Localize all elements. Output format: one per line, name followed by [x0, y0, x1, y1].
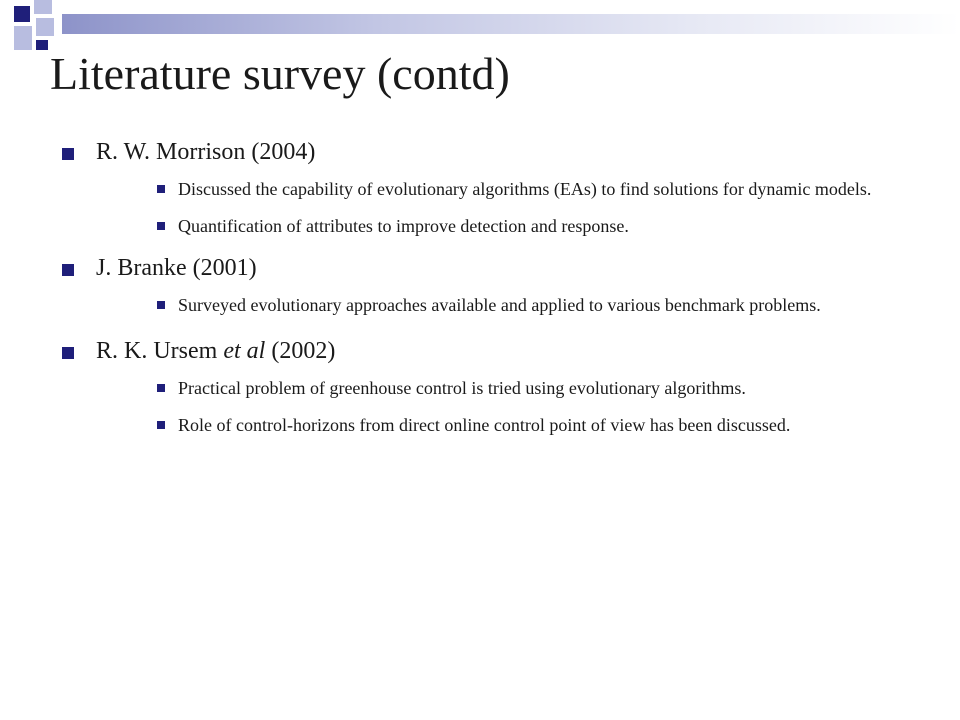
square-bullet-icon [157, 384, 165, 392]
section-author [62, 335, 902, 367]
author-name: R. K. Ursem [96, 338, 218, 364]
square-bullet-icon [157, 421, 165, 429]
square-bullet-icon [157, 301, 165, 309]
section-point [157, 213, 898, 240]
point-text: Surveyed evolutionary approaches available and applied to various benchmark problems. [178, 295, 821, 315]
author-label: J. Branke (2001) [96, 255, 257, 281]
square-bullet-icon [62, 347, 74, 359]
point-text: Discussed the capability of evolutionary algorithms (EAs) to find solutions for dynamic models. [178, 179, 872, 199]
corner-square-dark-icon [14, 6, 30, 22]
square-bullet-icon [62, 148, 74, 160]
corner-square-dark-icon [36, 40, 48, 50]
header-gradient-band [62, 14, 960, 34]
square-bullet-icon [157, 222, 165, 230]
point-text: Practical problem of greenhouse control is tried using evolutionary algorithms. [178, 378, 746, 398]
point-text: Role of control-horizons from direct online control point of view has been discussed. [178, 415, 791, 435]
section-author [62, 252, 902, 284]
corner-square-light-icon [34, 0, 52, 14]
square-bullet-icon [62, 264, 74, 276]
author-label: R. W. Morrison (2004) [96, 139, 316, 165]
corner-square-light-icon [36, 18, 54, 36]
slide-content [62, 136, 902, 449]
section-point [157, 375, 898, 402]
square-bullet-icon [157, 185, 165, 193]
point-text: Quantification of attributes to improve detection and response. [178, 216, 629, 236]
author-year: (2002) [271, 338, 336, 364]
section-author [62, 136, 902, 168]
slide-title: Literature survey (contd) [50, 48, 510, 99]
corner-square-light-icon [14, 26, 32, 50]
section-point [157, 176, 898, 203]
author-etal: et al [223, 338, 266, 364]
section-point [157, 412, 898, 439]
section-point [157, 292, 898, 319]
